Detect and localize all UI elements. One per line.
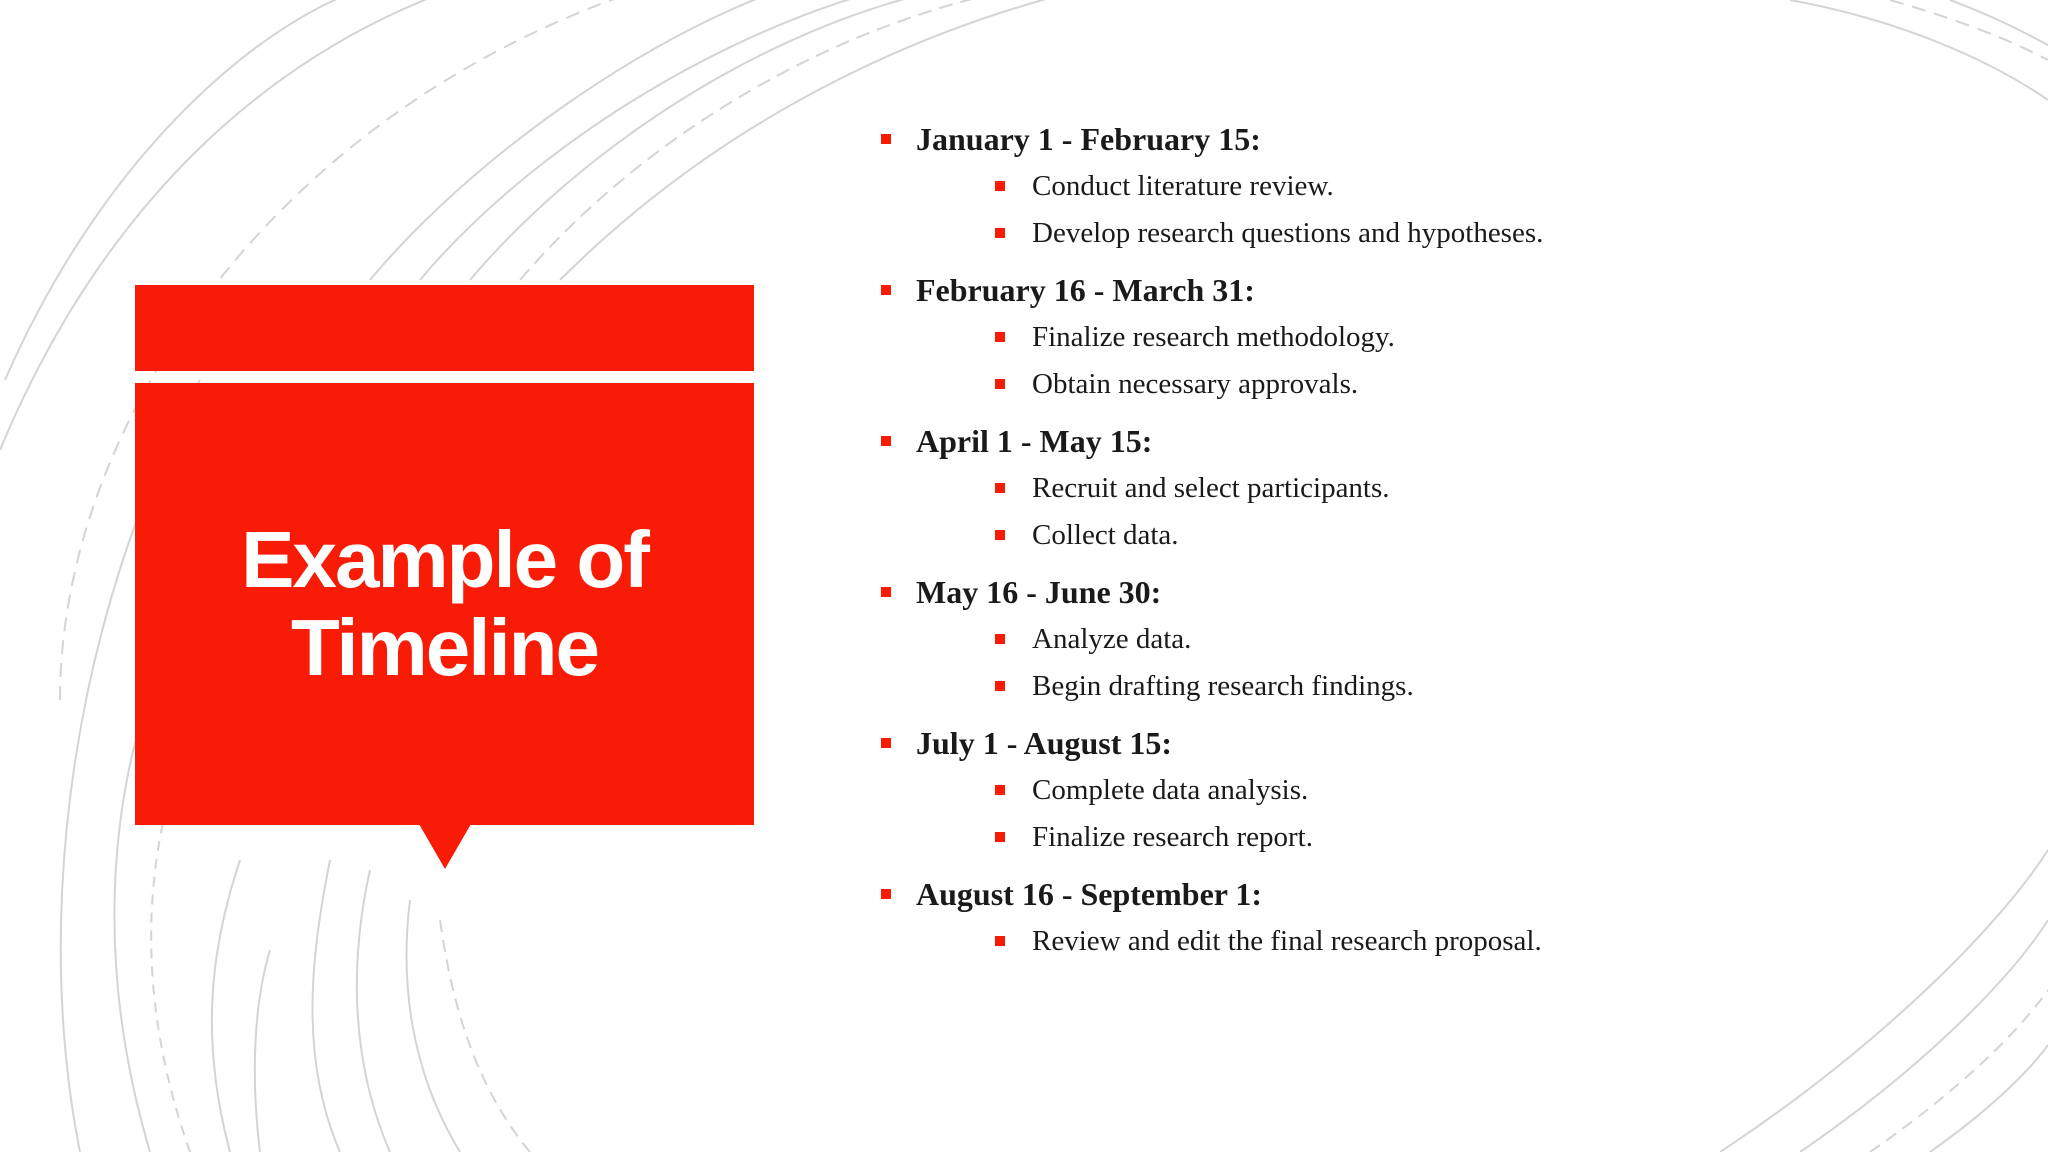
red-square-bullet-icon [995, 785, 1005, 795]
task-item [916, 465, 1998, 512]
timeline-period [878, 266, 1998, 408]
task-list [916, 616, 1998, 710]
task-text: Complete data analysis. [1032, 774, 1309, 806]
red-square-bullet-icon [881, 285, 891, 295]
task-text: Recruit and select participants. [1032, 472, 1390, 504]
arc-mid-1 [313, 860, 341, 1152]
period-label: February 16 - March 31: [916, 272, 1255, 308]
arc-mid-4 [440, 920, 530, 1152]
task-text: Develop research questions and hypotheses. [1032, 217, 1544, 249]
task-text: Collect data. [1032, 519, 1179, 551]
task-text: Finalize research methodology. [1032, 321, 1395, 353]
red-square-bullet-icon [881, 587, 891, 597]
red-square-bullet-icon [881, 134, 891, 144]
period-label: May 16 - June 30: [916, 574, 1162, 610]
arc-mid-2 [357, 870, 390, 1152]
task-list [916, 465, 1998, 559]
task-list [916, 163, 1998, 257]
red-square-bullet-icon [881, 889, 891, 899]
red-square-bullet-icon [995, 634, 1005, 644]
timeline-period [878, 870, 1998, 965]
red-square-bullet-icon [995, 181, 1005, 191]
task-item [916, 814, 1998, 861]
red-square-bullet-icon [995, 228, 1005, 238]
red-square-bullet-icon [995, 832, 1005, 842]
task-list [916, 918, 1998, 965]
arc-right-top-1 [1790, 0, 2048, 100]
arc-right-bottom-3 [1870, 990, 2048, 1152]
slide-title: Example of Timeline [241, 515, 648, 692]
period-label: July 1 - August 15: [916, 725, 1173, 761]
title-band [135, 285, 754, 371]
period-label: August 16 - September 1: [916, 876, 1263, 912]
red-square-bullet-icon [995, 379, 1005, 389]
task-text: Analyze data. [1032, 623, 1192, 655]
task-item [916, 512, 1998, 559]
task-text: Conduct literature review. [1032, 170, 1334, 202]
task-text: Review and edit the final research proposal. [1032, 925, 1542, 957]
task-item [916, 767, 1998, 814]
timeline-period [878, 115, 1998, 257]
task-item [916, 918, 1998, 965]
task-item [916, 163, 1998, 210]
task-text: Begin drafting research findings. [1032, 670, 1414, 702]
timeline-period [878, 568, 1998, 710]
timeline-period [878, 417, 1998, 559]
red-square-bullet-icon [881, 436, 891, 446]
arc-right-bottom-4 [1930, 1045, 2048, 1152]
title-pointer [419, 824, 471, 869]
red-square-bullet-icon [995, 681, 1005, 691]
arc-top-3 [470, 0, 940, 280]
task-list [916, 314, 1998, 408]
arc-left-7 [212, 860, 240, 1152]
period-label: January 1 - February 15: [916, 121, 1261, 157]
task-item [916, 616, 1998, 663]
red-square-bullet-icon [995, 332, 1005, 342]
timeline-period [878, 719, 1998, 861]
arc-right-top-2 [1890, 0, 2048, 60]
task-item [916, 314, 1998, 361]
title-box [135, 383, 754, 825]
task-text: Finalize research report. [1032, 821, 1313, 853]
red-square-bullet-icon [995, 483, 1005, 493]
task-text: Obtain necessary approvals. [1032, 368, 1359, 400]
task-item [916, 210, 1998, 257]
task-item [916, 361, 1998, 408]
arc-mid-3 [407, 900, 460, 1152]
task-list [916, 767, 1998, 861]
timeline-list [878, 115, 1998, 974]
period-label: April 1 - May 15: [916, 423, 1153, 459]
arc-top-2 [420, 0, 880, 280]
red-square-bullet-icon [881, 738, 891, 748]
red-square-bullet-icon [995, 936, 1005, 946]
red-square-bullet-icon [995, 530, 1005, 540]
task-item [916, 663, 1998, 710]
arc-left-8 [255, 950, 270, 1152]
